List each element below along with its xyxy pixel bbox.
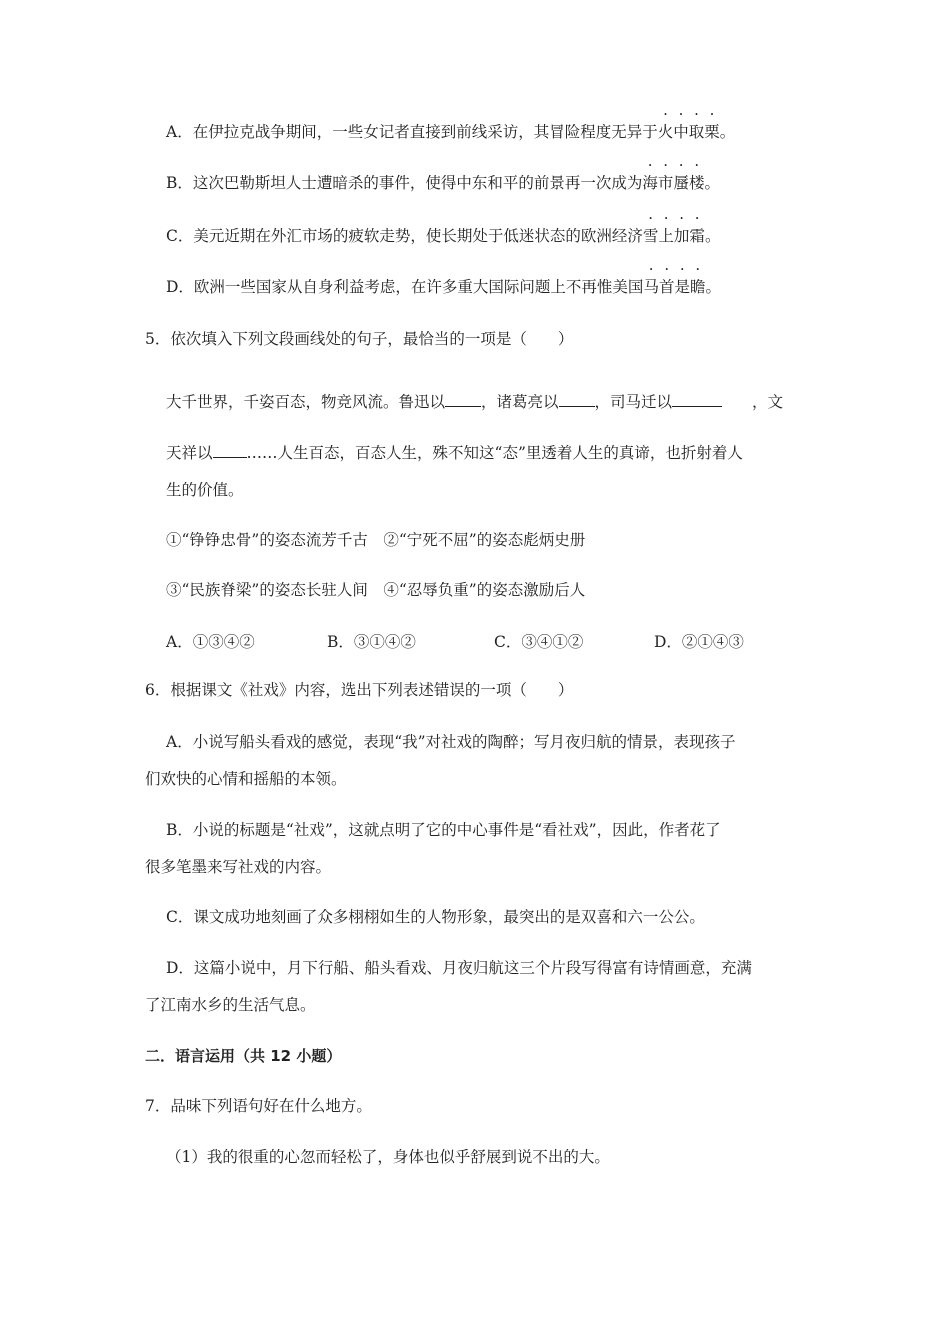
emphasis-char: 加 xyxy=(673,227,690,245)
q4-option-a-text: A．在伊拉克战争期间，一些女记者直接到前线采访，其冒险程度无异于 xyxy=(166,123,658,141)
emphasis-char: 蜃 xyxy=(673,174,689,192)
q4-option-b xyxy=(166,171,720,195)
q5-option-b: B．③①④② xyxy=(327,633,416,651)
q4-option-a xyxy=(166,120,735,144)
q6-option-b-line2: 很多笔墨来写社戏的内容。 xyxy=(145,858,332,876)
punct: 。 xyxy=(704,227,721,245)
q5-passage-line3: 生的价值。 xyxy=(166,481,244,499)
emphasis-char: 上 xyxy=(658,227,674,245)
q5-stem: 5．依次填入下列文段画线处的句子，最恰当的一项是（ ） xyxy=(145,330,574,348)
emphasis-char: 火 xyxy=(657,123,674,141)
q5-passage-line1 xyxy=(166,390,783,414)
emphasis-char: 霜 xyxy=(689,227,705,245)
q6-option-c: C．课文成功地刻画了众多栩栩如生的人物形象，最突出的是双喜和六一公公。 xyxy=(166,908,705,926)
emphasis-char: 栗 xyxy=(704,123,720,141)
passage-text: 天祥以 xyxy=(166,444,213,462)
punct: 。 xyxy=(705,278,722,296)
fill-blank xyxy=(213,441,247,458)
fill-blank xyxy=(559,390,595,407)
fill-blank xyxy=(445,390,481,407)
emphasis-char: 雪 xyxy=(642,227,659,245)
emphasis-char: 中 xyxy=(673,123,689,141)
emphasis-char: 海 xyxy=(642,174,658,192)
section-title: 二．语言运用（共 12 小题） xyxy=(145,1047,342,1065)
emphasis-char: 市 xyxy=(657,174,674,192)
q5-items-line1: ①“铮铮忠骨”的姿态流芳千古 ②“宁死不屈”的姿态彪炳史册 xyxy=(166,531,586,549)
q4-option-c xyxy=(166,224,720,248)
q6-option-d-line2: 了江南水乡的生活气息。 xyxy=(145,996,316,1014)
passage-text: ，文 xyxy=(752,393,784,411)
punct: 。 xyxy=(704,174,720,192)
q4-option-d-text: D．欧洲一些国家从自身利益考虑，在许多重大国际问题上不再惟美国 xyxy=(166,278,644,296)
emphasis-char: 是 xyxy=(674,278,690,296)
q5-passage-line2 xyxy=(166,441,743,465)
q6-option-b-line1: B．小说的标题是“社戏”，这就点明了它的中心事件是“看社戏”，因此，作者花了 xyxy=(166,821,721,839)
q5-option-d: D．②①④③ xyxy=(654,633,744,651)
punct: 。 xyxy=(719,123,736,141)
passage-text: ，司马迁以 xyxy=(594,393,673,411)
passage-text: ，诸葛亮以 xyxy=(481,393,559,411)
q4-option-c-text: C．美元近期在外汇市场的疲软走势，使长期处于低迷状态的欧洲经济 xyxy=(166,227,643,245)
emphasis-char: 首 xyxy=(658,278,675,296)
q5-option-c: C．③④①② xyxy=(494,633,584,651)
passage-text: 大千世界，千姿百态，物竞风流。鲁迅以 xyxy=(166,393,446,411)
q6-option-a-line1: A．小说写船头看戏的感觉，表现“我”对社戏的陶醉；写月夜归航的情景，表现孩子 xyxy=(166,733,736,751)
q6-stem: 6．根据课文《社戏》内容，选出下列表述错误的一项（ ） xyxy=(145,681,574,699)
q7-stem: 7．品味下列语句好在什么地方。 xyxy=(145,1097,372,1115)
q5-items-line2: ③“民族脊梁”的姿态长驻人间 ④“忍辱负重”的姿态激励后人 xyxy=(166,581,586,599)
passage-text: ……人生百态，百态人生，殊不知这“态”里透着人生的真谛，也折射着人 xyxy=(246,444,743,462)
q4-option-d xyxy=(166,275,721,299)
q6-option-d-line1: D．这篇小说中，月下行船、船头看戏、月夜归航这三个片段写得富有诗情画意，充满 xyxy=(166,959,752,977)
emphasis-char: 楼 xyxy=(688,174,705,192)
q6-option-a-line2: 们欢快的心情和摇船的本领。 xyxy=(145,770,347,788)
emphasis-char: 马 xyxy=(643,278,659,296)
q4-option-b-text: B．这次巴勒斯坦人士遭暗杀的事件，使得中东和平的前景再一次成为 xyxy=(166,174,643,192)
q7-sentence-1: （1）我的很重的心忽而轻松了，身体也似乎舒展到说不出的大。 xyxy=(166,1148,610,1166)
emphasis-char: 取 xyxy=(688,123,705,141)
emphasis-char: 瞻 xyxy=(689,278,706,296)
fill-blank xyxy=(672,390,722,407)
q5-option-a: A．①③④② xyxy=(166,633,255,651)
